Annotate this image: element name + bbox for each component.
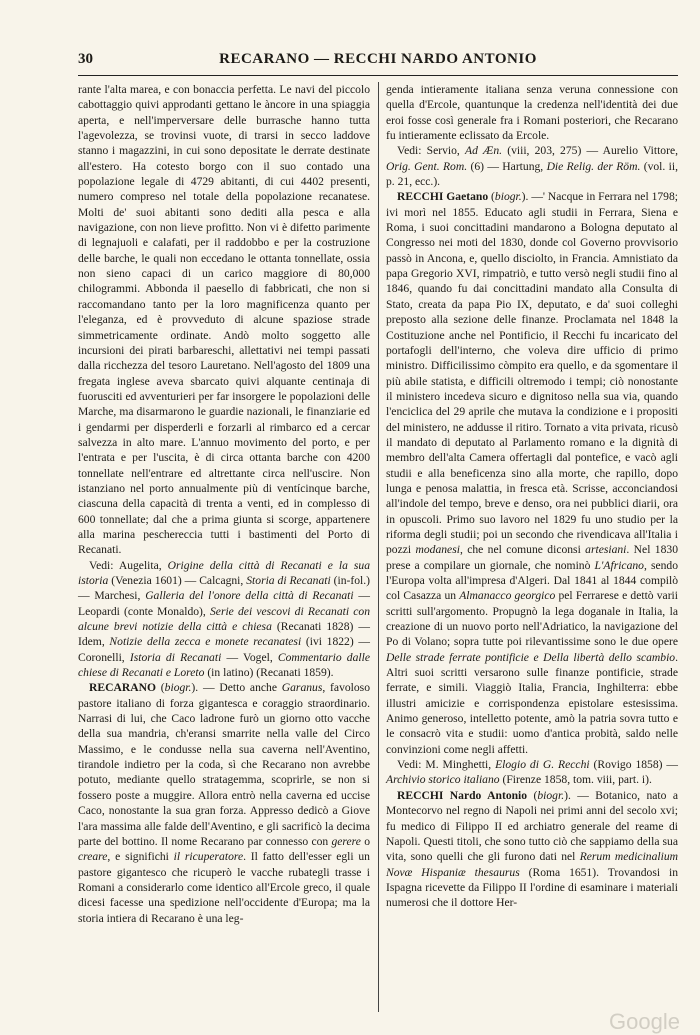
text-run: (Firenze 1858, tom. viii, part. i). [499,773,652,787]
italic-text: Serie dei vescovi di Recanati con alcune brevi notizie della città e chiesa [78,604,370,634]
text-run: Vedi: Servio, [397,144,465,158]
italic-text: Elogio di G. Recchi [495,758,590,772]
text-run: (Recanati 1828) — Idem, [78,620,370,649]
italic-text: artesiani [585,543,627,557]
text-run: (in-fol.) — Marchesi, [78,574,370,603]
entry-headword: RECARANO [89,681,156,695]
italic-text: biogr. [537,788,565,802]
italic-text: Almanacco georgico [459,589,556,603]
paragraph [386,143,678,189]
text-run: ( [156,681,165,695]
text-run: (6) — Hartung, [467,159,547,173]
italic-text: L'Africano [594,558,644,572]
entry-headword: RECCHI Nardo Antonio [397,788,528,802]
text-run: , favoloso pastore italiano di forza gigantesca e coraggio straordinario. Narrasi di lui, che Caco ladrone furò un giorno otto vacche della sua mandria, ch'eransi smarrite nella valle del Circo Massimo, e le condusse nella sua caverna nell'Aventino, tirandole indietro per la coda, sì che Recarano non avrebbe potuto, mediante quello stratagemma, scoprirle, se non si fossero poste a muggire. Allora entrò nella caverna ed uccise Caco, nonostante la sua gran forza. Appresso dedicò a Giove l'ara massima alle falde dell'Aventino, e gli sacrificò la decima parte del bottino. Il nome Recarano par connesso con [78,681,370,848]
text-run: pel Ferrarese e dettò varii scritti sull'argomento. Propugnò la lega doganale in Italia, la creazione di un nuovo porto nell'Adriatico, la navigazione del Po di Volano; sopra tutte poi rilevantissime sono le due opere [386,589,678,649]
italic-text: Orig. Gent. Rom. [386,159,468,173]
continued-paragraph [78,82,370,558]
text-run: , e significhi [107,850,174,864]
text-run: (Roma 1651). Trovandosi in Ispagna ricevette da Filippo II l'ordine di esaminare i materiali numerosi che il dottore Her- [386,865,678,910]
page-number: 30 [78,51,93,67]
italic-text: Rerum medicinalium Novæ Hispaniæ thesaurus [386,850,678,879]
text-run: (in latino) (Recanati 1859). [204,666,334,680]
text-run: genda intieramente italiana senza veruna connessione con quella d'Ercole, quantunque la credenza nell'identità dei due eroi fosse così generale fra i Romani posteriori, che Recarano fu intieramente eclissato da Ercole. [386,83,678,143]
text-run: (viii, 203, 275) — Aurelio Vittore, [502,144,679,158]
italic-text: Archivio storico italiano [386,773,500,787]
text-run: . Il fatto dell'esser egli un pastore gigantesco che ricuperò le vacche rubategli trasse i Romani a considerarlo come identico all'Ercole greco, il quale dicesi facesse una spedizione nell'occidente d'Europa; ma la storia intiera di Recarano è una leg- [78,850,370,925]
left-column [78,82,370,926]
text-run: ). —' Nacque in Ferrara nel 1798; ivi morì nel 1855. Educato agli studii in Ferrara, Siena e Roma, i suoi concittadini mandarono a Bologna deputato al Congresso nei moti del 1830, donde col Governo provvisorio passò in Ancona, e, quello disciolto, in Francia. Amnistiato da papa Gregorio XVI, rimpatriò, e tutto versò negli studii fino al 1846, quando fu dai concittadini mandato alla Consulta di Stato, creata da papa Pio IX, deputato, e da' suoi colleghi preposto alla sezione delle finanze. Proclamata nel 1848 la Costituzione anche nel Pontificio, il Recchi fu incaricato del portafogli dell'interno, che voleva dire ufficio di primo ministro. Difficilissimo còmpito era quello, e da sgomentare il più abile statista, e difficili oltremodo i tempi; ciò nonostante il ministero incedeva sicuro e dignitoso nella sua via, quando l'enciclica del 29 aprile che mutava la condizione e i propositi del ministero, ne addusse il ritiro. Tornato a vita privata, ricusò il mandato di deputato al Parlamento romano e la dignità di membro dell'alta Camera offertagli dal pontefice, e vacò agli studii e alla beneficenza sino alla morte, che rapillo, dopo lunga e penosa malattia, in fresca età. Scrisse, acconciandosi all'indole del tempo, breve e denso, ora nei pubblici diarii, ora in opuscoli. Primo suo lavoro nel 1829 fu uno studio per la riforma degli studii; poi un secondo che rivendicava all'Italia i pozzi [386,190,678,557]
text-run: ( [488,190,495,204]
paragraph [78,680,370,926]
text-run: rante l'alta marea, e con bonaccia perfetta. Le navi del piccolo cabottaggio quivi approdanti gettano le àncore in una spiaggia aperta, e nell'imperversare delle burrasche hanno tutta l'agevolezza, se trovinsi vuote, di trarsi in secco laddove stanno i magazzini, in cui sono depositate le derrate destinate all'estero. Ha cotesto borgo con il suo contado una popolazione legale di 4729 abitanti, di cui 4402 presenti, numero compreso nel totale della popolazione recanatese. Molti de' suoi abitanti sono dediti alla pesca e alla navigazione, con non lieve profitto. Non vi è difetto parimente di legnajuoli e calafati, per il raddobbo e per la costruzione delle barche, le quali non eccedano le ottanta tonnellate, ossia non sieno capaci di un carico maggiore di 80,000 chilogrammi. Abbonda il paesello di fabbricati, che non si raccomandano tanto per la loro magnificenza quanto per l'eleganza, ed è provveduto di alcune spaziose strade simmetricamente ordinate. Andò molto soggetto alle incursioni dei pirati barbareschi, allettativi nei tempi passati dalla ricchezza del tesoro Lauretano. Nell'agosto del 1809 una fregata inglese aveva sbarcato quivi alquante centinaja di fuorusciti ed avventurieri per far insorgere le popolazioni delle Marche, ma disarmarono le guardie nazionali, le finanziarie ed i gendarmi per disperderli e forzarli al rimbarco ed a cercar salvezza in alto mare. L'annuo movimento del porto, e per l'entrata e per l'uscita, è di circa ottanta barche con 4200 tonnellate nell'entrare ed altrettante circa nell'uscire. Non istanziano nel porto annualmente più di ventícinque barche, ciascuna della capacità di trenta a venti, ed in complesso di 600 tonnellate; dal che a prima giunta si scorge, appartenere alla marina peschereccia tutti i bastimenti del Porto di Recanati. [78,83,370,557]
paragraph [386,757,678,788]
text-run: . Altri suoi scritti versarono sulle finanze pontificie, strade ferrate, e simili. Viaggiò Italia, Francia, Inghilterra: ebbe illustri amicizie e corrispondenza epistolare estesissima. Animo generoso, intelletto potente, amò la patria sovra tutto e le consacrò vita e studii: uomo d'antica probità, saldo nelle convinzioni come negli affetti. [386,650,678,756]
italic-text: Ad Æn. [464,144,503,158]
italic-text: Storia di Recanati [246,574,331,587]
italic-text: Origine della città di Recanati e la sua istoria [78,558,370,587]
italic-text: Die Relig. der Röm. [546,159,641,173]
paragraph [386,788,678,911]
running-head: RECARANO — RECCHI NARDO ANTONIO [219,51,537,67]
italic-text: Delle strade ferrate pontificie e Della libertà dello scambio [386,650,676,664]
paragraph [78,558,370,681]
text-run: (vol. ii, p. 21, ecc.). [386,159,678,189]
continued-paragraph [386,82,678,143]
text-run: ). — Botanico, nato a Montecorvo nel regno di Napoli nei primi anni del secolo xvi; fu medico di Filippo II ed archiatro generale del reame di Napoli. Questi titoli, che sono tutto ciò che sappiamo della sua vita, sono quelli che gli furono dati nel [386,788,678,864]
italic-text: Galleria del l'onore della città di Recanati [145,589,354,603]
italic-text: Commentario dalle chiese di Recanati e Loreto [78,650,370,680]
column-divider [378,82,379,1012]
text-run: Vedi: M. Minghetti, [397,758,496,772]
italic-text: creare [78,850,108,864]
text-run: , sendo l'Europa volta all'impresa d'Algeri. Dal 1841 al 1844 compilò col Casazza un [386,558,678,603]
text-run: (ivi 1822) — Coronelli, [78,635,370,664]
page-header [78,51,678,75]
text-run: o [360,834,370,848]
paragraph [386,189,678,757]
text-run: — Leopardi (conte Monaldo), [78,589,370,618]
italic-text: Notizie della zecca e monete recanatesi [109,635,302,649]
italic-text: biogr. [494,190,522,204]
italic-text: Garanus [281,681,323,695]
italic-text: gerere [331,834,361,848]
text-run: — Vogel, [221,650,278,664]
right-column [386,82,678,911]
google-watermark: Google [609,1009,680,1034]
text-run: ). — Detto anche [191,681,282,695]
text-run: Vedi: Augelita, [89,558,168,572]
text-run: (Venezia 1601) — Calcagni, [108,574,247,587]
text-run: ( [527,788,538,802]
text-run: , che nel comune diconsi [459,543,586,557]
text-run: . Nel 1830 prese a compilare un giornale, che nominò [386,543,678,572]
text-run: (Rovigo 1858) — [589,758,679,772]
italic-text: modanesi [415,543,460,557]
header-rule [78,75,678,76]
entry-headword: RECCHI Gaetano [397,190,489,204]
italic-text: il ricuperatore [173,850,244,864]
italic-text: Istoria di Recanati [129,650,222,664]
italic-text: biogr. [164,681,192,695]
